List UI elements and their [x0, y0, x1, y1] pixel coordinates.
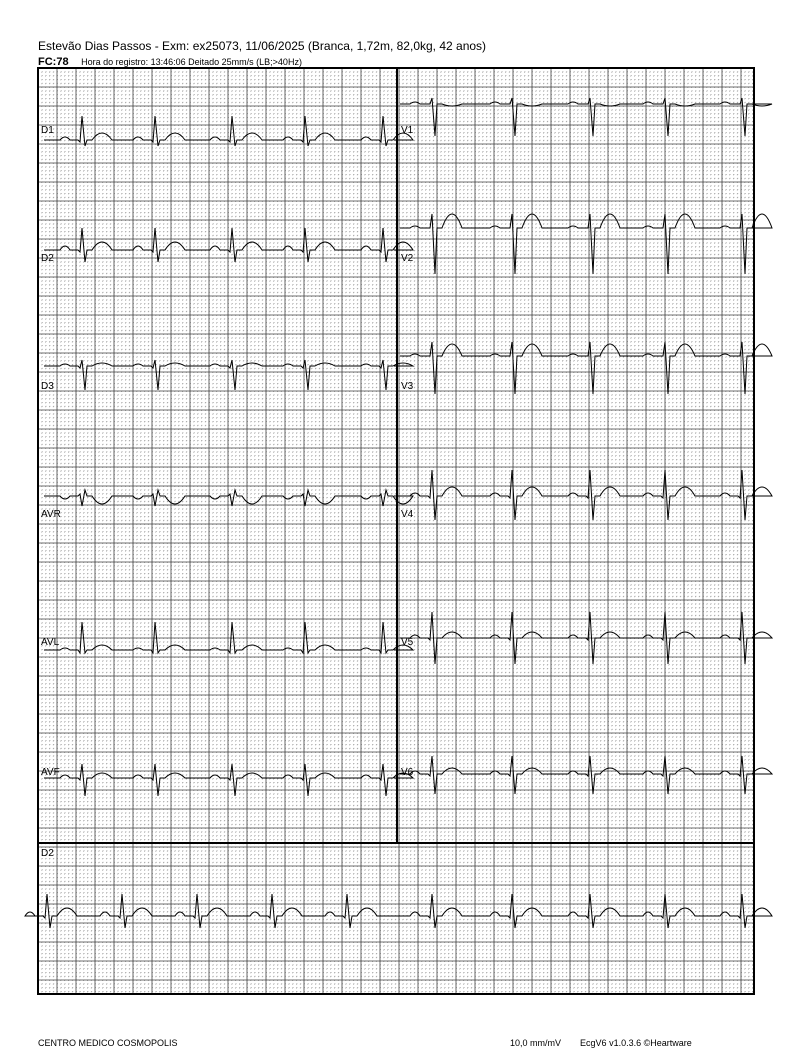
trace-avf [44, 764, 413, 796]
lead-label-avr: AVR [41, 509, 61, 520]
lead-label-v5: V5 [401, 637, 414, 648]
lead-label-v3: V3 [401, 381, 414, 392]
record-info: Hora do registro: 13:46:06 Deitado 25mm/s (LB;>40Hz) [81, 57, 302, 67]
lead-label-d1: D1 [41, 125, 54, 136]
lead-label-v6: V6 [401, 767, 414, 778]
patient-header: Estevão Dias Passos - Exm: ex25073, 11/06/2025 (Branca, 1,72m, 82,0kg, 42 anos) [38, 39, 487, 53]
lead-label-rhythm-d2: D2 [41, 848, 54, 859]
trace-d1 [44, 116, 413, 146]
trace-d2 [44, 228, 413, 262]
lead-label-avf: AVF [41, 767, 60, 778]
lead-label-v4: V4 [401, 509, 414, 520]
lead-label-d3: D3 [41, 381, 54, 392]
lead-label-avl: AVL [41, 637, 60, 648]
footer-info [510, 1038, 692, 1048]
heart-rate-label: FC:78 [38, 56, 69, 68]
calibration-label: 10,0 mm/mV [510, 1038, 562, 1048]
software-label: EcgV6 v1.0.3.6 ©Heartware [580, 1038, 692, 1048]
lead-label-d2: D2 [41, 253, 54, 264]
ecg-borders [38, 68, 754, 994]
trace-avr [44, 490, 413, 506]
lead-label-v2: V2 [401, 253, 414, 264]
lead-label-v1: V1 [401, 125, 414, 136]
clinic-name: CENTRO MEDICO COSMOPOLIS [38, 1038, 178, 1048]
